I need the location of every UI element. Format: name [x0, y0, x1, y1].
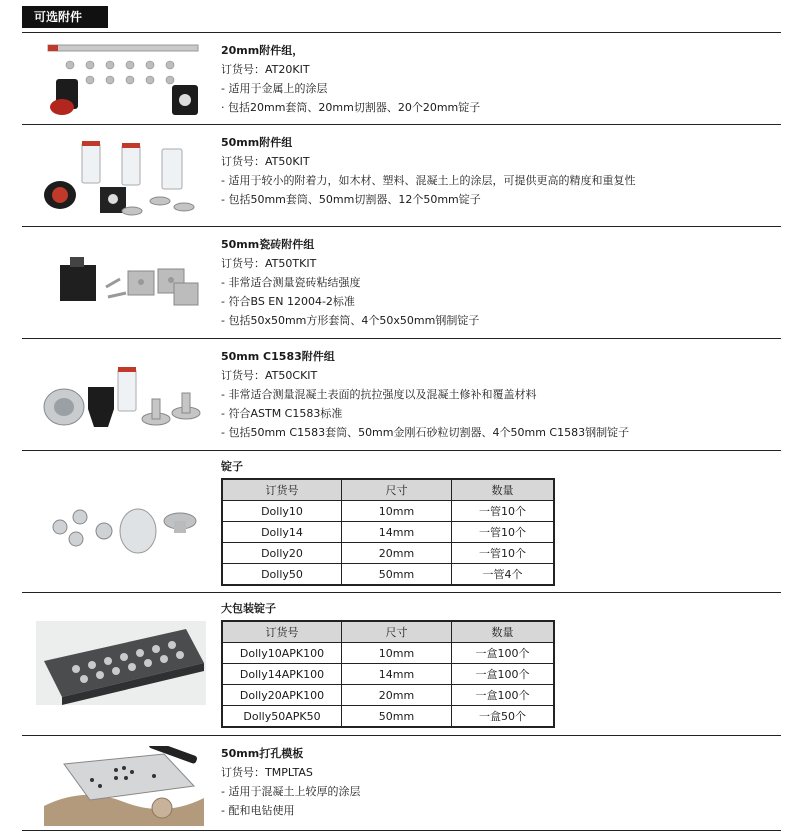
table-row [222, 543, 554, 564]
kit-title: 50mm C1583附件组 [221, 350, 335, 363]
table-row [222, 564, 554, 586]
kit-row-50mm [22, 125, 781, 227]
col-size: 尺寸 [342, 621, 452, 643]
cell-size: 14mm [342, 522, 452, 543]
50mm-kit-photo [34, 133, 208, 221]
dollies-photo [34, 491, 208, 563]
table-row [222, 643, 554, 664]
cell-order-no: Dolly10 [222, 501, 342, 522]
table-header [222, 479, 554, 501]
template-row [22, 736, 781, 831]
feature-line: · 包括20mm套筒、20mm切割器、20个20mm锭子 [221, 101, 481, 114]
kit-info [221, 41, 480, 117]
dollies-title: 锭子 [221, 460, 243, 473]
table-row [222, 706, 554, 728]
cell-size: 10mm [342, 501, 452, 522]
dollies-row [22, 451, 781, 593]
feature-line: - 非常适合测量混凝土表面的抗拉强度以及混凝土修补和覆盖材料 [221, 388, 537, 401]
tile-kit-photo [34, 249, 208, 319]
order-number: 订货号：AT50TKIT [221, 257, 317, 270]
kit-info [221, 133, 635, 209]
section-title: 可选附件 [22, 6, 108, 28]
cell-order-no: Dolly14 [222, 522, 342, 543]
col-order-no: 订货号 [222, 479, 342, 501]
bulk-dollies-photo [36, 621, 206, 705]
cell-quantity: 一管4个 [452, 564, 555, 586]
cell-order-no: Dolly14APK100 [222, 664, 342, 685]
feature-line: - 包括50mm C1583套筒、50mm金刚石砂粒切割器、4个50mm C1583钢制锭子 [221, 426, 630, 439]
kit-info [221, 235, 479, 330]
table-row [222, 685, 554, 706]
kit-info [221, 347, 629, 442]
bulk-dollies-title: 大包装锭子 [221, 602, 276, 615]
table-row [222, 501, 554, 522]
cell-quantity: 一管10个 [452, 543, 555, 564]
table-row [222, 522, 554, 543]
20mm-kit-photo [34, 39, 208, 119]
cell-size: 14mm [342, 664, 452, 685]
cell-quantity: 一盒100个 [452, 664, 555, 685]
cell-order-no: Dolly20APK100 [222, 685, 342, 706]
order-number: 订货号：TMPLTAS [221, 766, 313, 779]
cell-quantity: 一管10个 [452, 522, 555, 543]
feature-line: - 符合ASTM C1583标准 [221, 407, 343, 420]
cell-quantity: 一盒50个 [452, 706, 555, 728]
feature-line: - 适用于较小的附着力，如木材、塑料、混凝土上的涂层，可提供更高的精度和重复性 [221, 174, 636, 187]
cell-size: 20mm [342, 685, 452, 706]
drill-template-photo [44, 746, 204, 826]
cell-size: 20mm [342, 543, 452, 564]
cell-size: 50mm [342, 564, 452, 586]
kit-row-tile [22, 227, 781, 339]
order-number: 订货号：AT50KIT [221, 155, 310, 168]
kit-title: 20mm附件组， [221, 44, 304, 57]
cell-order-no: Dolly50 [222, 564, 342, 586]
order-number: 订货号：AT50CKIT [221, 369, 318, 382]
col-quantity: 数量 [452, 621, 555, 643]
feature-line: - 符合BS EN 12004-2标准 [221, 295, 355, 308]
dollies-table [221, 478, 555, 586]
dollies-info [221, 457, 555, 586]
kit-title: 50mm附件组 [221, 136, 293, 149]
kit-row-c1583 [22, 339, 781, 451]
cell-order-no: Dolly50APK50 [222, 706, 342, 728]
feature-line: - 包括50mm套筒、50mm切割器、12个50mm锭子 [221, 193, 481, 206]
bulk-dollies-row [22, 593, 781, 736]
col-quantity: 数量 [452, 479, 555, 501]
table-row [222, 664, 554, 685]
feature-line: - 适用于混凝土上较厚的涂层 [221, 785, 361, 798]
cell-quantity: 一盒100个 [452, 643, 555, 664]
feature-line: - 非常适合测量瓷砖粘结强度 [221, 276, 361, 289]
col-size: 尺寸 [342, 479, 452, 501]
col-order-no: 订货号 [222, 621, 342, 643]
kit-title: 50mm瓷砖附件组 [221, 238, 315, 251]
order-number: 订货号：AT20KIT [221, 63, 310, 76]
cell-size: 50mm [342, 706, 452, 728]
bulk-dollies-table [221, 620, 555, 728]
template-title: 50mm打孔模板 [221, 747, 304, 760]
feature-line: - 包括50x50mm方形套筒、4个50x50mm钢制锭子 [221, 314, 480, 327]
cell-quantity: 一管10个 [452, 501, 555, 522]
bulk-dollies-info [221, 599, 555, 728]
kit-row-20mm [22, 33, 781, 125]
c1583-kit-photo [34, 357, 208, 437]
feature-line: - 适用于金属上的涂层 [221, 82, 328, 95]
template-info [221, 744, 360, 820]
table-header [222, 621, 554, 643]
cell-quantity: 一盒100个 [452, 685, 555, 706]
cell-size: 10mm [342, 643, 452, 664]
feature-line: - 配和电钻使用 [221, 804, 295, 817]
cell-order-no: Dolly10APK100 [222, 643, 342, 664]
cell-order-no: Dolly20 [222, 543, 342, 564]
